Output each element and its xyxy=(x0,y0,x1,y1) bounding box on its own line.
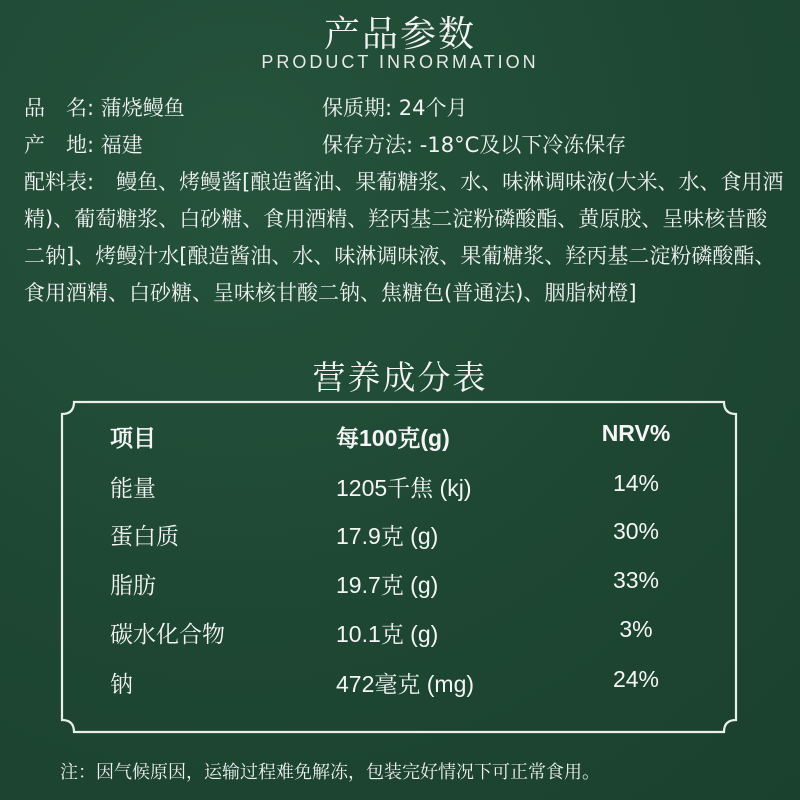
storage-row xyxy=(322,129,626,159)
shelf-life-label: 保质期: xyxy=(322,96,393,120)
row-nrv: 14% xyxy=(612,470,660,496)
row-item: 蛋白质 xyxy=(110,524,179,550)
header-item: 项目 xyxy=(110,426,156,452)
row-item: 钠 xyxy=(110,672,133,698)
page-subtitle: PRODUCT INRORMATION xyxy=(261,52,539,72)
origin-label: 产 地: xyxy=(24,133,95,157)
storage-label: 保存方法: xyxy=(322,133,414,157)
ingredients-text: 鳗鱼、烤鳗酱[酿造酱油、果葡糖浆、水、味淋调味液(大米、水、食用酒精)、葡萄糖浆、白砂糖、食用酒精、羟丙基二淀粉磷酸酯、黄原胶、呈味核昔酸二钠]、烤鳗汁水[酿造酱油、水、味淋调味液、果葡糖浆、羟丙基二淀粉磷酸酯、食用酒精、白砂糖、呈味核甘酸二钠、焦糖色(普通法)、胭脂树橙] xyxy=(24,170,784,305)
shelf-life-row xyxy=(322,92,468,122)
origin-row xyxy=(24,129,143,159)
product-name-value: 蒲烧鳗鱼 xyxy=(100,96,185,120)
nutrition-title: 营养成分表 xyxy=(312,358,488,397)
table-row xyxy=(0,616,800,656)
row-nrv: 30% xyxy=(612,518,660,544)
ingredients-label: 配料表: xyxy=(24,170,95,194)
table-row xyxy=(0,567,800,607)
product-name-row xyxy=(24,92,185,122)
ingredients-block xyxy=(24,164,784,312)
storage-value: -18°C及以下冷冻保存 xyxy=(419,133,627,157)
page-title: 产品参数 xyxy=(323,14,476,55)
footnote: 注：因气候原因，运输过程难免解冻，包装完好情况下可正常食用。 xyxy=(60,762,600,783)
row-item: 脂肪 xyxy=(110,573,156,599)
row-amount: 1205千焦 (kj) xyxy=(336,475,472,501)
table-row xyxy=(0,518,800,558)
row-item: 能量 xyxy=(110,476,156,502)
header-nrv: NRV% xyxy=(601,420,671,446)
nutrition-header-row xyxy=(0,420,800,460)
table-row xyxy=(0,666,800,706)
row-amount: 17.9克 (g) xyxy=(336,523,439,549)
row-item: 碳水化合物 xyxy=(110,622,225,648)
row-nrv: 24% xyxy=(612,666,660,692)
origin-value: 福建 xyxy=(100,133,143,157)
row-nrv: 3% xyxy=(619,616,653,642)
table-row xyxy=(0,470,800,510)
row-amount: 10.1克 (g) xyxy=(336,621,439,647)
shelf-life-value: 24个月 xyxy=(398,96,468,120)
row-amount: 472毫克 (mg) xyxy=(336,671,475,697)
row-amount: 19.7克 (g) xyxy=(336,572,439,598)
header-per100g: 每100克(g) xyxy=(336,425,450,451)
product-name-label: 品 名: xyxy=(24,96,95,120)
row-nrv: 33% xyxy=(612,567,660,593)
